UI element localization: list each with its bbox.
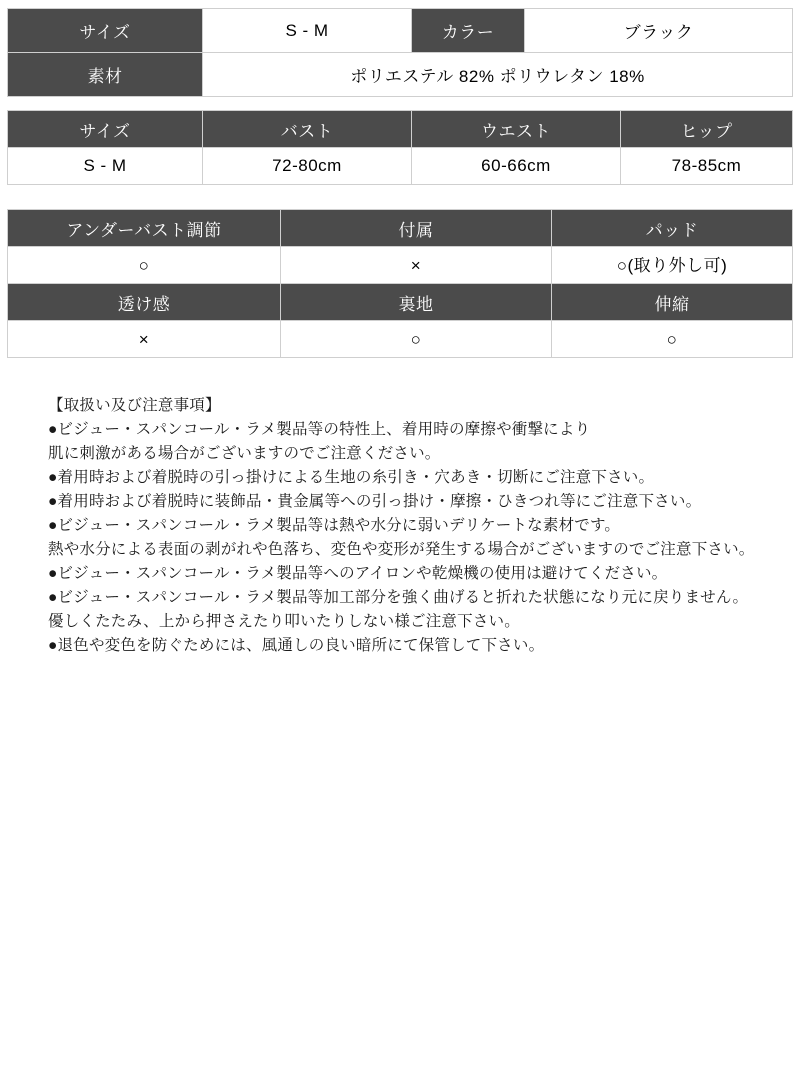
table-row [8, 284, 793, 321]
table-row [8, 321, 793, 358]
table-row [8, 9, 793, 53]
material-label-cell: 素材 [8, 53, 203, 97]
notes-line: 優しくたたみ、上から押さえたり叩いたりしない様ご注意下さい。 [48, 613, 520, 631]
feature-value-sheerness: × [8, 321, 281, 358]
color-value-cell: ブラック [525, 9, 793, 53]
measure-header-hip: ヒップ [621, 111, 793, 148]
table-row [8, 148, 793, 185]
feature-header-accessory: 付属 [281, 210, 552, 247]
notes-line: ●ビジュー・スパンコール・ラメ製品等へのアイロンや乾燥機の使用は避けてください。 [48, 565, 668, 583]
feature-value-accessory: × [281, 247, 552, 284]
feature-header-pad: パッド [552, 210, 793, 247]
size-value-cell: S - M [203, 9, 412, 53]
notes-line: ●着用時および着脱時の引っ掛けによる生地の糸引き・穴あき・切断にご注意下さい。 [48, 469, 655, 487]
size-label-cell: サイズ [8, 9, 203, 53]
notes-line: ●ビジュー・スパンコール・ラメ製品等は熱や水分に弱いデリケートな素材です。 [48, 517, 621, 535]
notes-line: 肌に刺激がある場合がございますのでご注意ください。 [48, 445, 441, 463]
notes-line: 熱や水分による表面の剥がれや色落ち、変色や変形が発生する場合がございますのでご注意下さい。 [48, 541, 755, 559]
notes-line: ●退色や変色を防ぐためには、風通しの良い暗所にて保管して下さい。 [48, 637, 545, 655]
measure-header-waist: ウエスト [412, 111, 621, 148]
notes-line: ●ビジュー・スパンコール・ラメ製品等加工部分を強く曲げると折れた状態になり元に戻りません。 [48, 589, 749, 607]
feature-value-lining: ○ [281, 321, 552, 358]
feature-table [7, 209, 793, 358]
color-label-cell: カラー [412, 9, 525, 53]
product-spec-page [0, 8, 800, 658]
feature-value-pad: ○(取り外し可) [552, 247, 793, 284]
material-value-cell: ポリエステル 82% ポリウレタン 18% [203, 53, 793, 97]
measure-value-waist: 60-66cm [412, 148, 621, 185]
measure-header-bust: バスト [203, 111, 412, 148]
measure-value-size: S - M [8, 148, 203, 185]
feature-value-stretch: ○ [552, 321, 793, 358]
notes-line: ●着用時および着脱時に装飾品・貴金属等への引っ掛け・摩擦・ひきつれ等にご注意下さい。 [48, 493, 702, 511]
table-row [8, 210, 793, 247]
feature-value-underbust: ○ [8, 247, 281, 284]
feature-header-underbust: アンダーバスト調節 [8, 210, 281, 247]
table-row [8, 247, 793, 284]
feature-header-sheerness: 透け感 [8, 284, 281, 321]
measure-header-size: サイズ [8, 111, 203, 148]
table-row [8, 53, 793, 97]
notes-title: 【取扱い及び注意事項】 [48, 397, 221, 414]
measurement-table [7, 110, 793, 185]
feature-header-lining: 裏地 [281, 284, 552, 321]
care-notes [20, 394, 780, 658]
measure-value-hip: 78-85cm [621, 148, 793, 185]
basic-spec-table [7, 8, 793, 97]
measure-value-bust: 72-80cm [203, 148, 412, 185]
table-row [8, 111, 793, 148]
notes-line: ●ビジュー・スパンコール・ラメ製品等の特性上、着用時の摩擦や衝撃により [48, 421, 591, 439]
feature-header-stretch: 伸縮 [552, 284, 793, 321]
